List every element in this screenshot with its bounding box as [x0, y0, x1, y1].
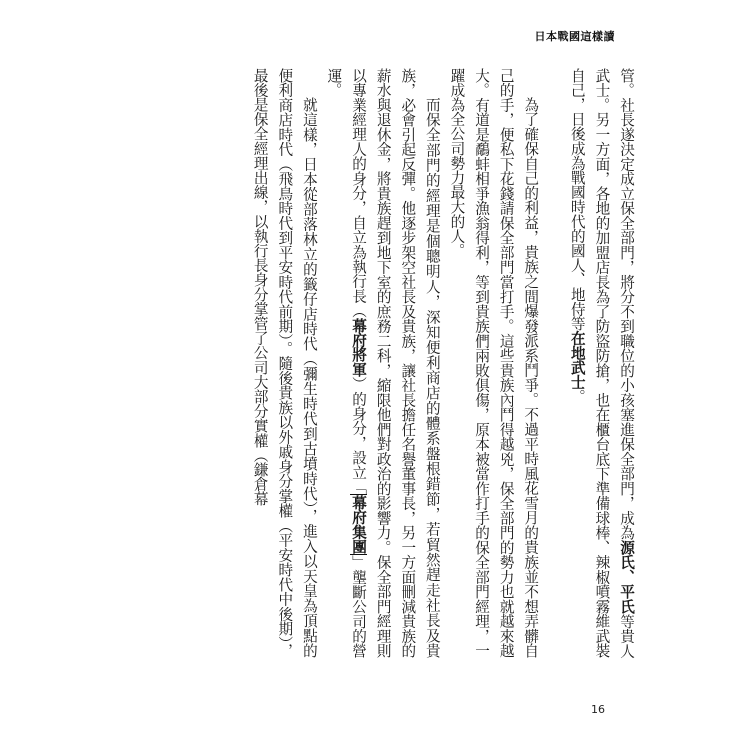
paragraph-4: [247, 68, 321, 658]
text-run: 為了確保自己的利益，貴族之間爆發派系鬥爭。不過平時風花雪月的貴族並不想弄髒自己的手，便私下花錢請保全部門當打手。這些貴族內鬥得越兇，保全部門的勢力也就越來越大。有道是鷸蚌相爭漁翁得利，等到貴族們兩敗俱傷，原本被當作打手的保全部門經理，一躍成為全公司勢力最大的人。: [448, 68, 540, 658]
paragraph-1: [564, 68, 638, 658]
bold-term: 幕府集團: [350, 495, 368, 555]
text-run: 而保全部門的經理是個聰明人，深知便利商店的體系盤根錯節，若貿然趕走社長及貴族，必會引起反彈。他逐步架空社長及貴族，讓社長擔任名譽董事長，另一方面刪減貴族的薪水與退休金，將貴族趕到地下室的庶務二科，縮限他們對政治的影響力。保全部門經理則以專業經理人的身分，自立為執行長（: [350, 68, 441, 658]
paragraph-2: [444, 68, 542, 658]
text-run: ）的身分，設立「: [350, 376, 368, 495]
text-run: 就這樣，日本從部落林立的籤仔店時代（彌生時代到古墳時代），進入以天皇為頂點的便利商店時代（飛鳥時代到平安時代前期）。隨後貴族以外戚身分掌權（平安時代中後期），最後是保全經理出線，以執行長身分掌管了公司大部分實權（鎌倉幕: [251, 68, 318, 658]
page-number: 16: [591, 703, 605, 716]
bold-term: 幕府將軍: [350, 317, 368, 377]
text-run: 」壟斷公司的營運。: [325, 68, 368, 658]
text-run: 等貴人武士。另一方面，各地的加盟店長為了防盜防搶，也在櫃台底下準備球棒、辣椒噴霧維武裝自己，日後成為戰國時代的國人、地侍等: [568, 68, 635, 659]
text-run: 。: [568, 389, 586, 404]
bold-term: 在地武士: [568, 330, 586, 390]
running-head-title: 日本戰國這樣讀: [534, 30, 615, 43]
vertical-body-text: [98, 68, 638, 658]
text-run: 管。社長遂決定成立保全部門，將分不到職位的小孩塞進保全部門，成為: [618, 68, 635, 541]
paragraph-3: [321, 68, 444, 658]
bold-term: 源氏、平氏: [618, 540, 635, 614]
